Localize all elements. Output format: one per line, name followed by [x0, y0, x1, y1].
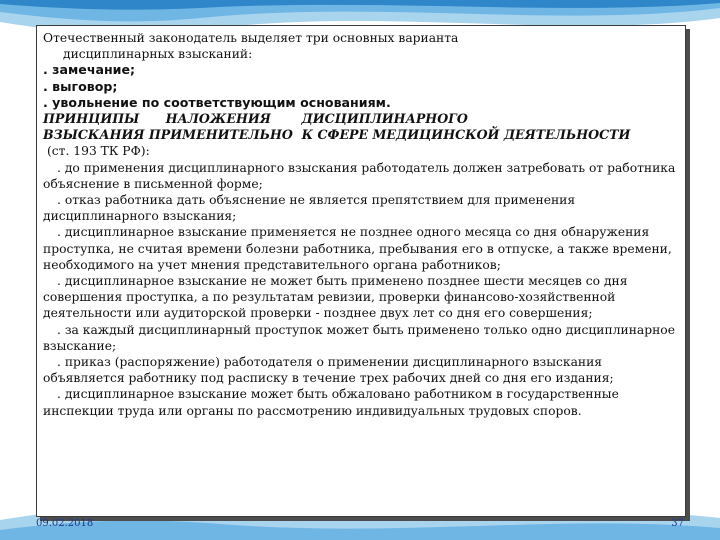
principle-item: . до применения дисциплинарного взыскания работодатель должен затребовать от работника объяснение в письменной форме;: [43, 160, 676, 191]
intro-line-continued: дисциплинарных взысканий:: [63, 47, 253, 62]
slide-content: [43, 30, 679, 419]
penalty-item: . замечание;: [43, 62, 136, 78]
principle-item: . дисциплинарное взыскание применяется не позднее одного месяца со дня обнаружения проступка, не считая времени болезни работника, пребывания его в отпуске, а также времени, необходимого на учет мнения представительного органа работников;: [43, 225, 672, 272]
principles-heading: ПРИНЦИПЫ НАЛОЖЕНИЯ ДИСЦИПЛИНАРНОГО: [43, 111, 468, 127]
principle-item: . дисциплинарное взыскание может быть обжаловано работником в государственные инспекции труда или органы по рассмотрению индивидуальных трудовых споров.: [43, 387, 619, 418]
page-number: 37: [671, 518, 684, 529]
content-frame: [36, 25, 686, 517]
principles-heading-continued: ВЗЫСКАНИЯ ПРИМЕНИТЕЛЬНО К СФЕРЕ МЕДИЦИНСКОЙ ДЕЯТЕЛЬНОСТИ: [43, 127, 631, 143]
slide-date: 09.02.2018: [36, 518, 94, 529]
principle-item: . приказ (распоряжение) работодателя о применении дисциплинарного взыскания объявляется работнику под расписку в течение трех рабочих дней со дня его издания;: [43, 355, 614, 386]
principle-item: . отказ работника дать объяснение не является препятствием для применения дисциплинарного взыскания;: [43, 193, 576, 224]
penalty-item: . выговор;: [43, 78, 118, 94]
article-reference: (ст. 193 ТК РФ):: [47, 144, 150, 159]
penalty-item: . увольнение по соответствующим основаниям.: [43, 94, 391, 110]
principle-item: . дисциплинарное взыскание не может быть применено позднее шести месяцев со дня совершения проступка, а по результатам ревизии, проверки финансово-хозяйственной деятельности или аудиторской проверки - позднее двух лет со дня его совершения;: [43, 274, 628, 321]
intro-line: Отечественный законодатель выделяет три основных варианта: [43, 31, 459, 45]
principle-item: . за каждый дисциплинарный проступок может быть применено только одно дисциплинарное взыскание;: [43, 322, 675, 353]
